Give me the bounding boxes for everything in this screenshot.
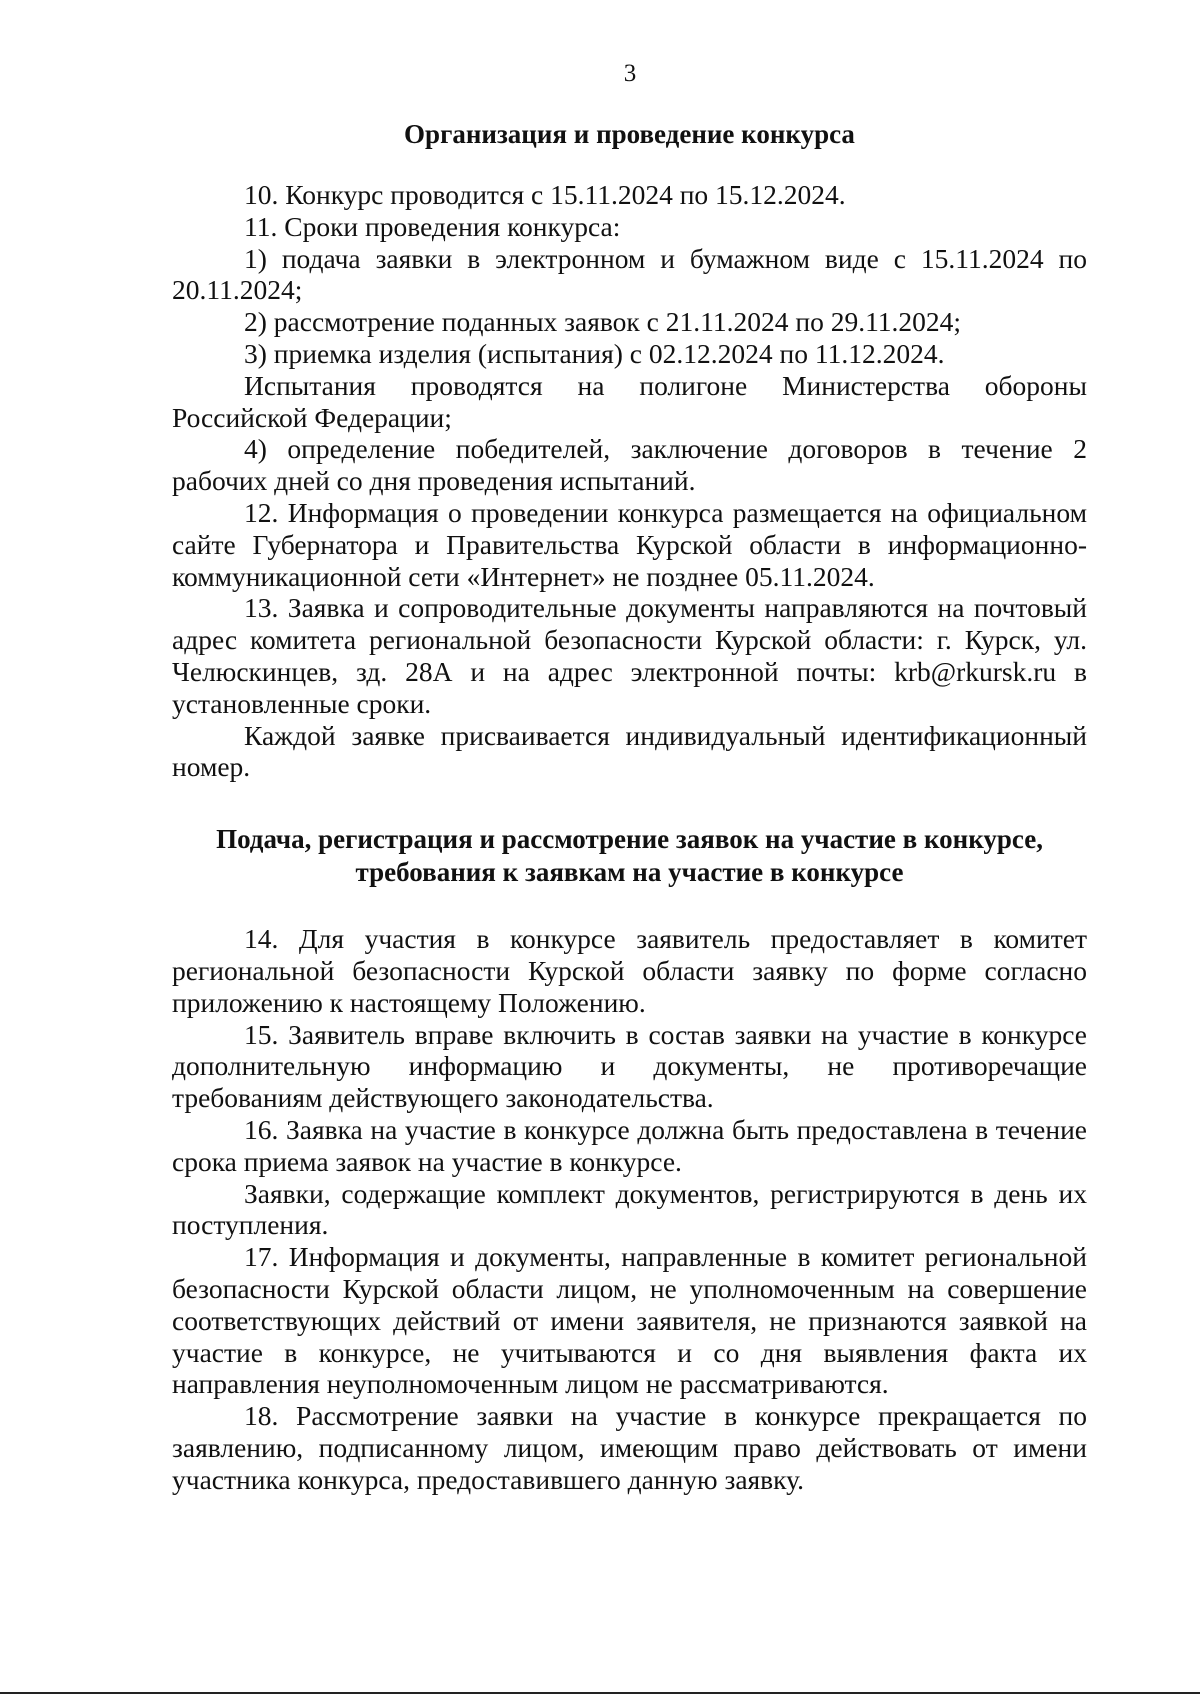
scan-edge-line xyxy=(0,1692,1200,1694)
paragraph-11-item-4: 4) определение победителей, заключение договоров в течение 2 рабочих дней со дня проведения испытаний. xyxy=(172,433,1087,497)
paragraph-18: 18. Рассмотрение заявки на участие в конкурсе прекращается по заявлению, подписанному лицом, имеющим право действовать от имени участника конкурса, предоставившего данную заявку. xyxy=(172,1400,1087,1495)
section-heading-applications-line2: требования к заявкам на участие в конкурсе xyxy=(355,857,904,888)
paragraph-11-item-1: 1) подача заявки в электронном и бумажном виде с 15.11.2024 по 20.11.2024; xyxy=(172,242,1087,306)
paragraph-registration: Заявки, содержащие комплект документов, регистрируются в день их поступления. xyxy=(172,1177,1087,1241)
paragraph-16: 16. Заявка на участие в конкурсе должна быть предоставлена в течение срока приема заявок на участие в конкурсе. xyxy=(172,1113,1087,1177)
section-heading-applications-line1: Подача, регистрация и рассмотрение заявок на участие в конкурсе, xyxy=(216,824,1043,855)
paragraph-11-item-3: 3) приемка изделия (испытания) с 02.12.2024 по 11.12.2024. xyxy=(244,337,945,369)
section-heading-applications xyxy=(172,823,1087,889)
paragraph-11: 11. Сроки проведения конкурса: xyxy=(244,210,621,242)
paragraph-10: 10. Конкурс проводится с 15.11.2024 по 15.12.2024. xyxy=(244,179,846,210)
paragraph-14: 14. Для участия в конкурсе заявитель предоставляет в комитет региональной безопасности Курской области заявку по форме согласно приложению к настоящему Положению. xyxy=(172,923,1087,1018)
paragraph-identifier: Каждой заявке присваивается индивидуальный идентификационный номер. xyxy=(172,719,1087,783)
paragraph-17: 17. Информация и документы, направленные в комитет региональной безопасности Курской области лицом, не уполномоченным на совершение соответствующих действий от имени заявителя, не признаются заявкой на участие в конкурсе, не учитываются и со дня выявления факта их направления неуполномоченным лицом не рассматриваются. xyxy=(172,1241,1087,1400)
paragraph-11-item-2: 2) рассмотрение поданных заявок с 21.11.2024 по 29.11.2024; xyxy=(244,306,962,338)
paragraph-13: 13. Заявка и сопроводительные документы направляются на почтовый адрес комитета региональной безопасности Курской области: г. Курск, ул. Челюскинцев, зд. 28А и на адрес электронной почты: krb@rkursk.ru в установленные сроки. xyxy=(172,592,1087,719)
page-number: 3 xyxy=(623,60,637,87)
document-body xyxy=(172,118,1087,1495)
section-heading-organization: Организация и проведение конкурса xyxy=(404,119,855,149)
paragraph-15: 15. Заявитель вправе включить в состав заявки на участие в конкурсе дополнительную информацию и документы, не противоречащие требованиям действующего законодательства. xyxy=(172,1018,1087,1114)
paragraph-12: 12. Информация о проведении конкурса размещается на официальном сайте Губернатора и Правительства Курской области в информационно-коммуникационной сети «Интернет» не позднее 05.11.2024. xyxy=(172,496,1087,592)
paragraph-tests-location: Испытания проводятся на полигоне Министерства обороны Российской Федерации; xyxy=(172,369,1087,433)
